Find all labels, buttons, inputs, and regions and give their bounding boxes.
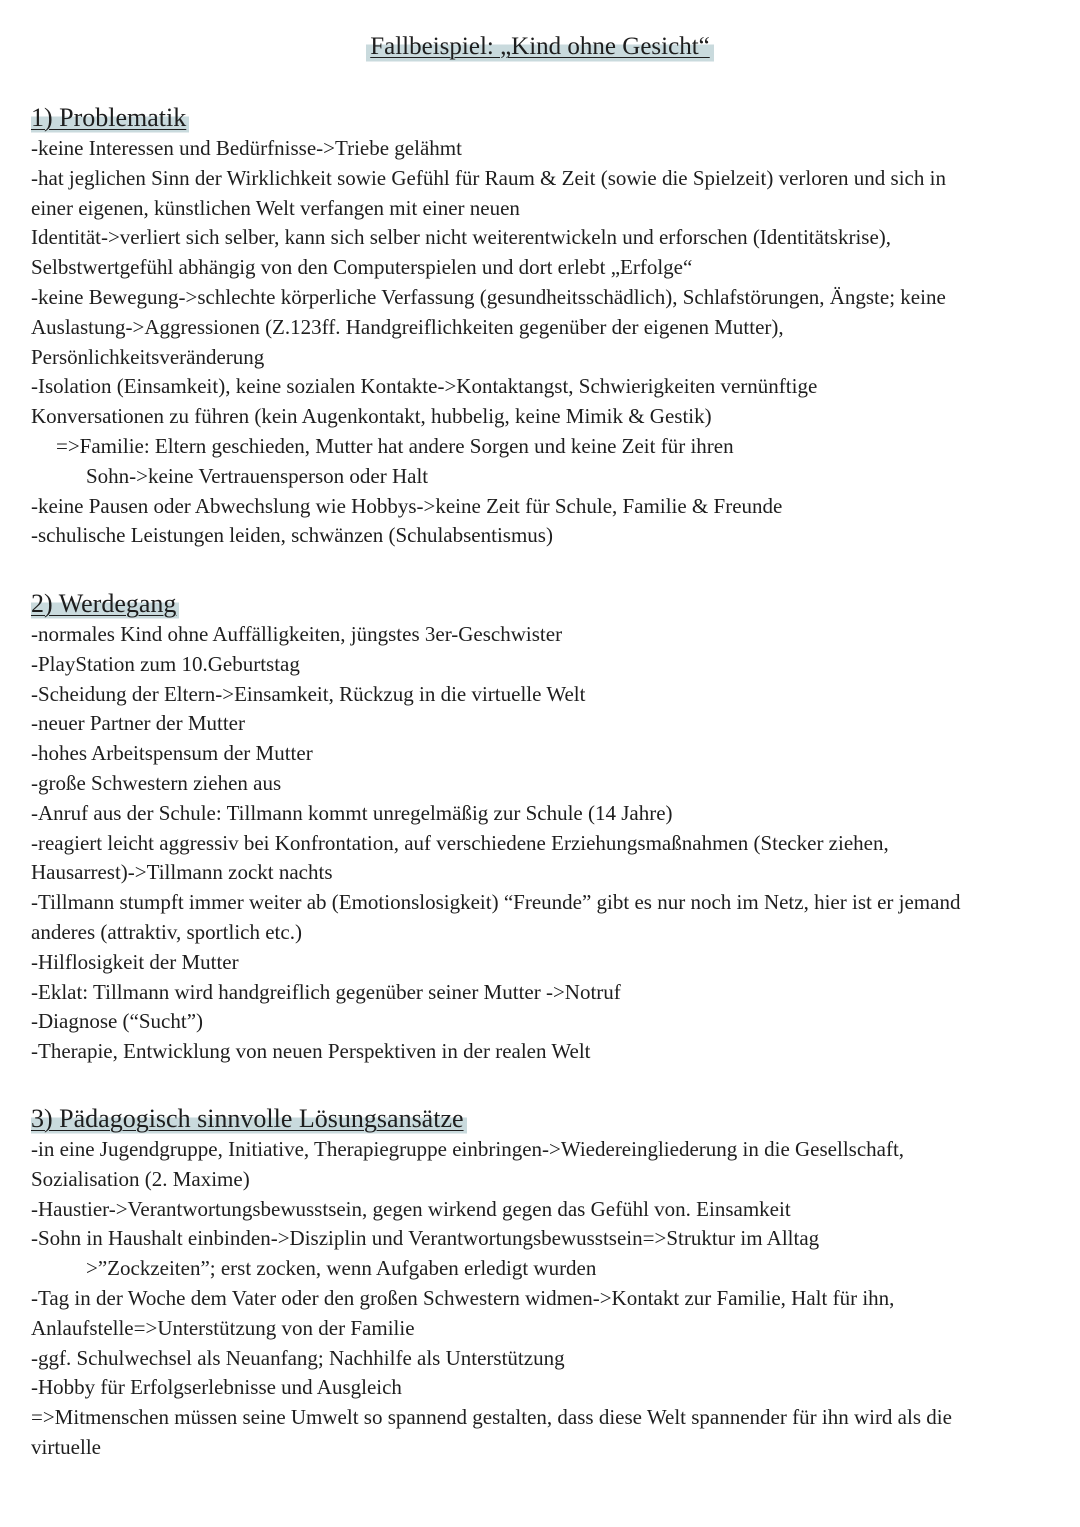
text-line: virtuelle — [31, 1434, 101, 1459]
text-line: -Haustier->Verantwortungsbewusstsein, gegen wirkend gegen das Gefühl von. Einsamkeit — [31, 1196, 791, 1221]
text-line: Konversationen zu führen (kein Augenkontakt, hubbelig, keine Mimik & Gestik) — [31, 404, 712, 429]
text-line: Selbstwertgefühl abhängig von den Computerspielen und dort erlebt „Erfolge“ — [31, 255, 693, 280]
text-line: -Scheidung der Eltern->Einsamkeit, Rückzug in die virtuelle Welt — [31, 681, 586, 706]
text-line: -Isolation (Einsamkeit), keine sozialen Kontakte->Kontaktangst, Schwierigkeiten vernünftige — [31, 374, 818, 399]
text-line: Hausarrest)->Tillmann zockt nachts — [31, 860, 333, 885]
section-loesungsansaetze — [31, 1103, 1051, 1463]
text-line: -reagiert leicht aggressiv bei Konfrontation, auf verschiedene Erziehungsmaßnahmen (Stecker ziehen, — [31, 830, 889, 855]
section-heading: 2) Werdegang — [31, 588, 179, 620]
text-line: Auslastung->Aggressionen (Z.123ff. Handgreiflichkeiten gegenüber der eigenen Mutter), — [31, 314, 784, 339]
text-line: -Therapie, Entwicklung von neuen Perspektiven in der realen Welt — [31, 1039, 591, 1064]
text-line: =>Mitmenschen müssen seine Umwelt so spannend gestalten, dass diese Welt spannender für ihn wird als die — [31, 1405, 952, 1430]
text-line: einer eigenen, künstlichen Welt verfangen mit einer neuen — [31, 195, 520, 220]
section-lines — [31, 134, 1051, 551]
section-werdegang — [31, 588, 1051, 1067]
section-heading: 1) Problematik — [31, 102, 189, 134]
text-line-indented: >”Zockzeiten”; erst zocken, wenn Aufgaben erledigt wurden — [86, 1256, 597, 1281]
text-line: -schulische Leistungen leiden, schwänzen (Schulabsentismus) — [31, 523, 553, 548]
text-line: -Diagnose (“Sucht”) — [31, 1009, 204, 1034]
text-line-indented: Sohn->keine Vertrauensperson oder Halt — [86, 463, 429, 488]
text-line: -keine Interessen und Bedürfnisse->Triebe gelähmt — [31, 136, 462, 160]
text-line: Anlaufstelle=>Unterstützung von der Familie — [31, 1315, 415, 1340]
text-line: -Tag in der Woche dem Vater oder den großen Schwestern widmen->Kontakt zur Familie, Halt für ihn, — [31, 1285, 895, 1310]
page-title: Fallbeispiel: „Kind ohne Gesicht“ — [366, 30, 714, 64]
text-line: -keine Pausen oder Abwechslung wie Hobbys->keine Zeit für Schule, Familie & Freunde — [31, 493, 783, 518]
text-line: -Hobby für Erfolgserlebnisse und Ausgleich — [31, 1375, 402, 1400]
text-line: anderes (attraktiv, sportlich etc.) — [31, 919, 302, 944]
text-line: -Anruf aus der Schule: Tillmann kommt unregelmäßig zur Schule (14 Jahre) — [31, 800, 673, 825]
text-line: -PlayStation zum 10.Geburtstag — [31, 651, 300, 676]
text-line: -Sohn in Haushalt einbinden->Disziplin und Verantwortungsbewusstsein=>Struktur im Alltag — [31, 1226, 820, 1251]
text-line: -Hilflosigkeit der Mutter — [31, 949, 239, 974]
text-line: -große Schwestern ziehen aus — [31, 770, 282, 795]
text-line: -hohes Arbeitspensum der Mutter — [31, 741, 313, 766]
section-lines — [31, 1135, 1051, 1463]
text-line: -neuer Partner der Mutter — [31, 711, 245, 736]
text-line: -keine Bewegung->schlechte körperliche Verfassung (gesundheitsschädlich), Schlafstörungen, Ängste; keine — [31, 284, 946, 309]
text-line: -Eklat: Tillmann wird handgreiflich gegenüber seiner Mutter ->Notruf — [31, 979, 621, 1004]
text-line: -ggf. Schulwechsel als Neuanfang; Nachhilfe als Unterstützung — [31, 1345, 565, 1370]
text-line: -hat jeglichen Sinn der Wirklichkeit sowie Gefühl für Raum & Zeit (sowie die Spielzeit) verloren und sich in — [31, 165, 946, 190]
section-problematik — [31, 102, 1051, 551]
section-heading: 3) Pädagogisch sinnvolle Lösungsansätze — [31, 1103, 467, 1135]
text-line: Identität->verliert sich selber, kann sich selber nicht weiterentwickeln und erforschen (Identitätskrise), — [31, 225, 892, 250]
text-line: -Tillmann stumpft immer weiter ab (Emotionslosigkeit) “Freunde” gibt es nur noch im Netz, hier ist er jemand — [31, 890, 961, 915]
title-wrapper — [0, 30, 1080, 64]
text-line: -in eine Jugendgruppe, Initiative, Therapiegruppe einbringen->Wiedereingliederung in die Gesellschaft, — [31, 1137, 905, 1161]
section-lines — [31, 620, 1051, 1067]
text-line: Persönlichkeitsveränderung — [31, 344, 265, 369]
text-line-indented: =>Familie: Eltern geschieden, Mutter hat andere Sorgen und keine Zeit für ihren — [56, 433, 734, 458]
text-line: Sozialisation (2. Maxime) — [31, 1166, 250, 1191]
text-line: -normales Kind ohne Auffälligkeiten, jüngstes 3er-Geschwister — [31, 622, 563, 646]
